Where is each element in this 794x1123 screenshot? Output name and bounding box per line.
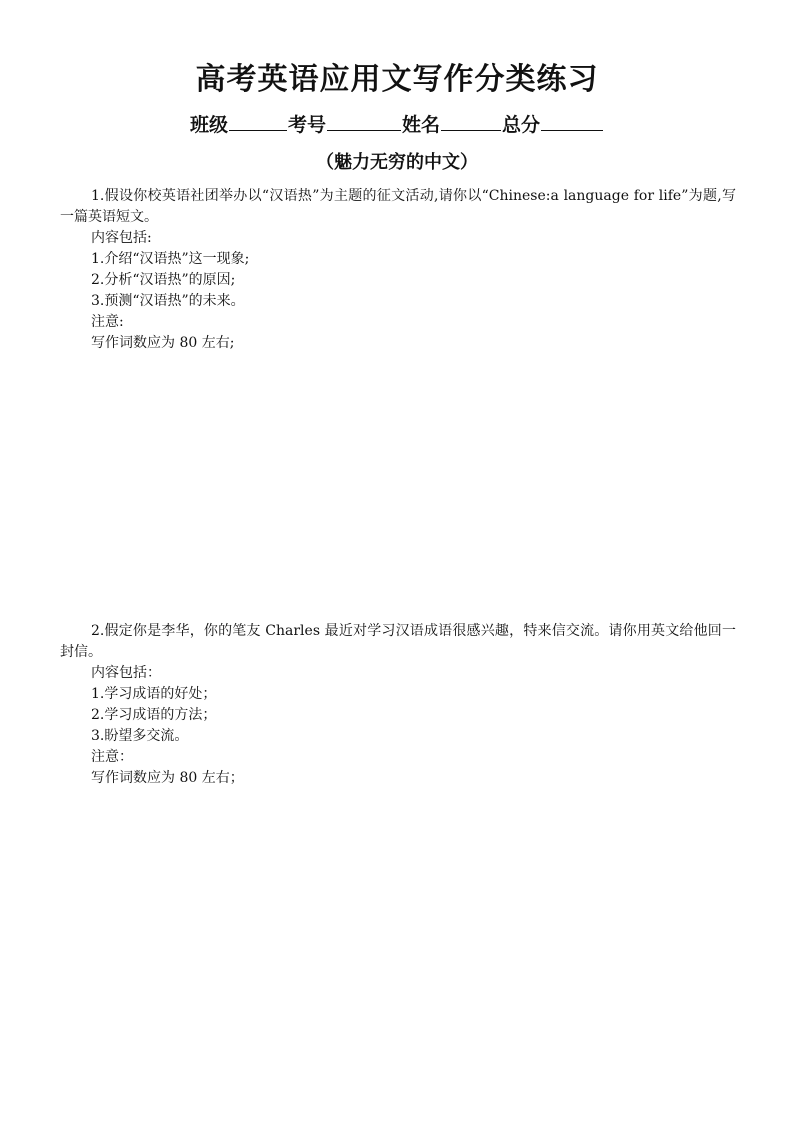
content-point: 1.介绍“汉语热”这一现象; [91, 251, 250, 267]
exam-number-label: 考号 [287, 114, 326, 136]
content-point: 1.学习成语的好处； [91, 686, 217, 702]
score-label: 总分 [502, 114, 541, 136]
question-prompt: 2.假定你是李华，你的笔友 Charles 最近对学习汉语成语很感兴趣，特来信交流。请你用英文给他回一封信。 [60, 623, 736, 660]
worksheet-subtitle: （魅力无穷的中文） [316, 152, 478, 173]
question-prompt: 1.假设你校英语社团举办以“汉语热”为主题的征文活动,请你以“Chinese:a language for life”为题,写一篇英语短文。 [60, 188, 736, 225]
note-text: 写作词数应为 80 左右； [91, 770, 244, 786]
note-heading: 注意： [91, 749, 133, 765]
content-point: 2.学习成语的方法； [91, 707, 217, 723]
content-point: 2.分析“汉语热”的原因; [91, 272, 236, 288]
content-point: 3.预测“汉语热”的未来。 [91, 293, 245, 309]
note-text: 写作词数应为 80 左右; [91, 335, 235, 351]
name-label: 姓名 [402, 114, 441, 136]
content-heading: 内容包括： [91, 665, 161, 681]
class-blank[interactable] [229, 110, 287, 131]
worksheet-title: 高考英语应用文写作分类练习 [195, 62, 599, 97]
note-heading: 注意: [91, 314, 124, 330]
exam-number-blank[interactable] [327, 110, 401, 131]
question-1 [60, 186, 736, 354]
class-label: 班级 [189, 114, 228, 136]
content-point: 3.盼望多交流。 [91, 728, 189, 744]
question-2 [60, 621, 736, 789]
name-blank[interactable] [441, 110, 501, 131]
content-heading: 内容包括: [91, 230, 152, 246]
score-blank[interactable] [541, 110, 603, 131]
student-info-line [0, 110, 794, 139]
